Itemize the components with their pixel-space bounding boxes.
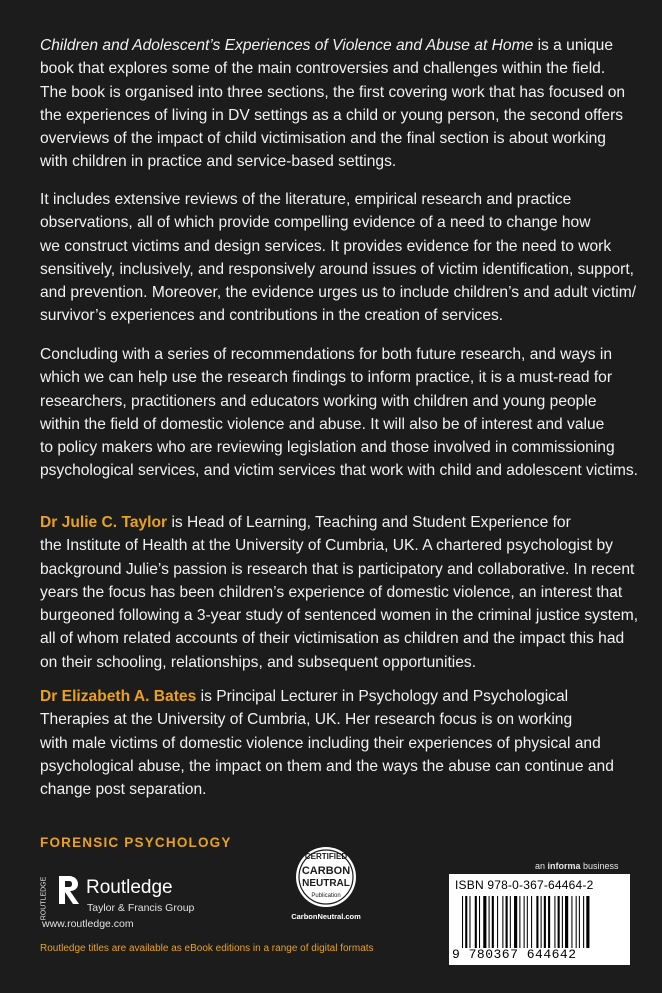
blurb-line: and prevention. Moreover, the evidence urges us to include children’s and adult victim/: [40, 284, 637, 302]
author-bio-taylor: [40, 511, 639, 674]
bio-line: psychological abuse, the impact on them and the ways the abuse can continue and: [40, 757, 614, 775]
informa-tagline: [535, 861, 619, 871]
barcode-digits: 9 780367 644642: [452, 947, 577, 962]
bio-line: [40, 511, 630, 534]
blurb-paragraph-1: [40, 34, 630, 174]
bio-line: on their schooling, relationships, and subsequent opportunities.: [40, 653, 477, 671]
bio-line: all of whom related accounts of their victimisation as children and the impact this had: [40, 630, 625, 648]
blurb-line: which we can help use the research findings to inform practice, it is a must-read for: [40, 369, 613, 387]
badge-neutral: NEUTRAL: [302, 878, 350, 889]
bio-line: burgeoned following a 3-year study of sentenced women in the criminal justice system,: [40, 607, 639, 625]
publisher-name: Routledge: [86, 877, 173, 898]
bio-line: years the focus has been children’s experience of domestic violence, an interest that: [40, 583, 623, 601]
barcode-icon: [462, 896, 620, 948]
informa-suffix: business: [580, 861, 619, 871]
badge-site: CarbonNeutral.com: [291, 912, 361, 921]
routledge-r-icon: [56, 874, 82, 906]
blurb-text: is a unique: [533, 37, 614, 54]
blurb-line: within the field of domestic violence and abuse. It will also be of interest and value: [40, 415, 605, 433]
blurb-paragraph-2: [40, 188, 637, 328]
ebook-footnote: Routledge titles are available as eBook editions in a range of digital formats: [40, 943, 374, 954]
bio-line: with male victims of domestic violence including their experiences of physical and: [40, 734, 601, 752]
bio-line: [40, 685, 630, 708]
blurb-line: researchers, practitioners and educators working with children and young people: [40, 392, 597, 410]
author-name: Dr Elizabeth A. Bates: [40, 688, 197, 705]
blurb-line: The book is organised into three sections, the first covering work that has focused on: [40, 83, 626, 101]
blurb-line: observations, all of which provide compelling evidence of a need to change how: [40, 214, 591, 232]
bio-line: Therapies at the University of Cumbria, UK. Her research focus is on working: [40, 711, 573, 729]
bio-line: change post separation.: [40, 781, 207, 799]
blurb-line: psychological services, and victim services that work with child and adolescent victims.: [40, 462, 638, 480]
blurb-line: book that explores some of the main controversies and challenges within the field.: [40, 60, 606, 78]
badge-carbon: CARBON: [301, 865, 351, 877]
blurb-paragraph-3: [40, 343, 638, 483]
blurb-line: with children in practice and service-based settings.: [40, 153, 397, 171]
publisher-url[interactable]: www.routledge.com: [42, 918, 134, 930]
blurb-line: overviews of the impact of child victimisation and the final section is about working: [40, 130, 606, 148]
bio-text: is Head of Learning, Teaching and Student Experience for: [167, 514, 571, 531]
author-name: Dr Julie C. Taylor: [40, 514, 168, 531]
blurb-line: sensitively, inclusively, and responsively around issues of victim identification, support,: [40, 260, 634, 278]
isbn-label: ISBN 978-0-367-64464-2: [455, 878, 594, 892]
blurb-line: the experiences of living in DV settings as a child or young person, the second offers: [40, 106, 624, 124]
informa-prefix: an: [535, 861, 548, 871]
publisher-side-text: ROUTLEDGE: [40, 876, 48, 921]
blurb-line: It includes extensive reviews of the literature, empirical research and practice: [40, 191, 572, 208]
blurb-line: [40, 34, 630, 57]
book-title: Children and Adolescent’s Experiences of Violence and Abuse at Home: [40, 37, 534, 54]
series-label: FORENSIC PSYCHOLOGY: [40, 835, 232, 850]
publisher-group: Taylor & Francis Group: [87, 902, 195, 914]
publisher-logo: [40, 874, 240, 934]
blurb-line: to policy makers who are reviewing legislation and those involved in commissioning: [40, 439, 615, 457]
badge-publication: Publication: [311, 893, 341, 899]
carbon-neutral-badge: [286, 843, 366, 928]
badge-certified: CERTIFIED: [304, 852, 348, 861]
bio-line: background Julie’s passion is research that is participatory and collaborative. In recent: [40, 560, 635, 578]
blurb-line: we construct victims and design services. It provides evidence for the need to work: [40, 237, 612, 255]
author-bio-bates: [40, 685, 630, 801]
bio-text: is Principal Lecturer in Psychology and Psychological: [196, 688, 569, 705]
bio-line: the Institute of Health at the University of Cumbria, UK. A chartered psychologist by: [40, 537, 613, 555]
informa-brand: informa: [547, 861, 581, 871]
blurb-line: survivor’s experiences and contributions in the creation of services.: [40, 307, 504, 325]
blurb-line: Concluding with a series of recommendations for both future research, and ways in: [40, 346, 613, 363]
